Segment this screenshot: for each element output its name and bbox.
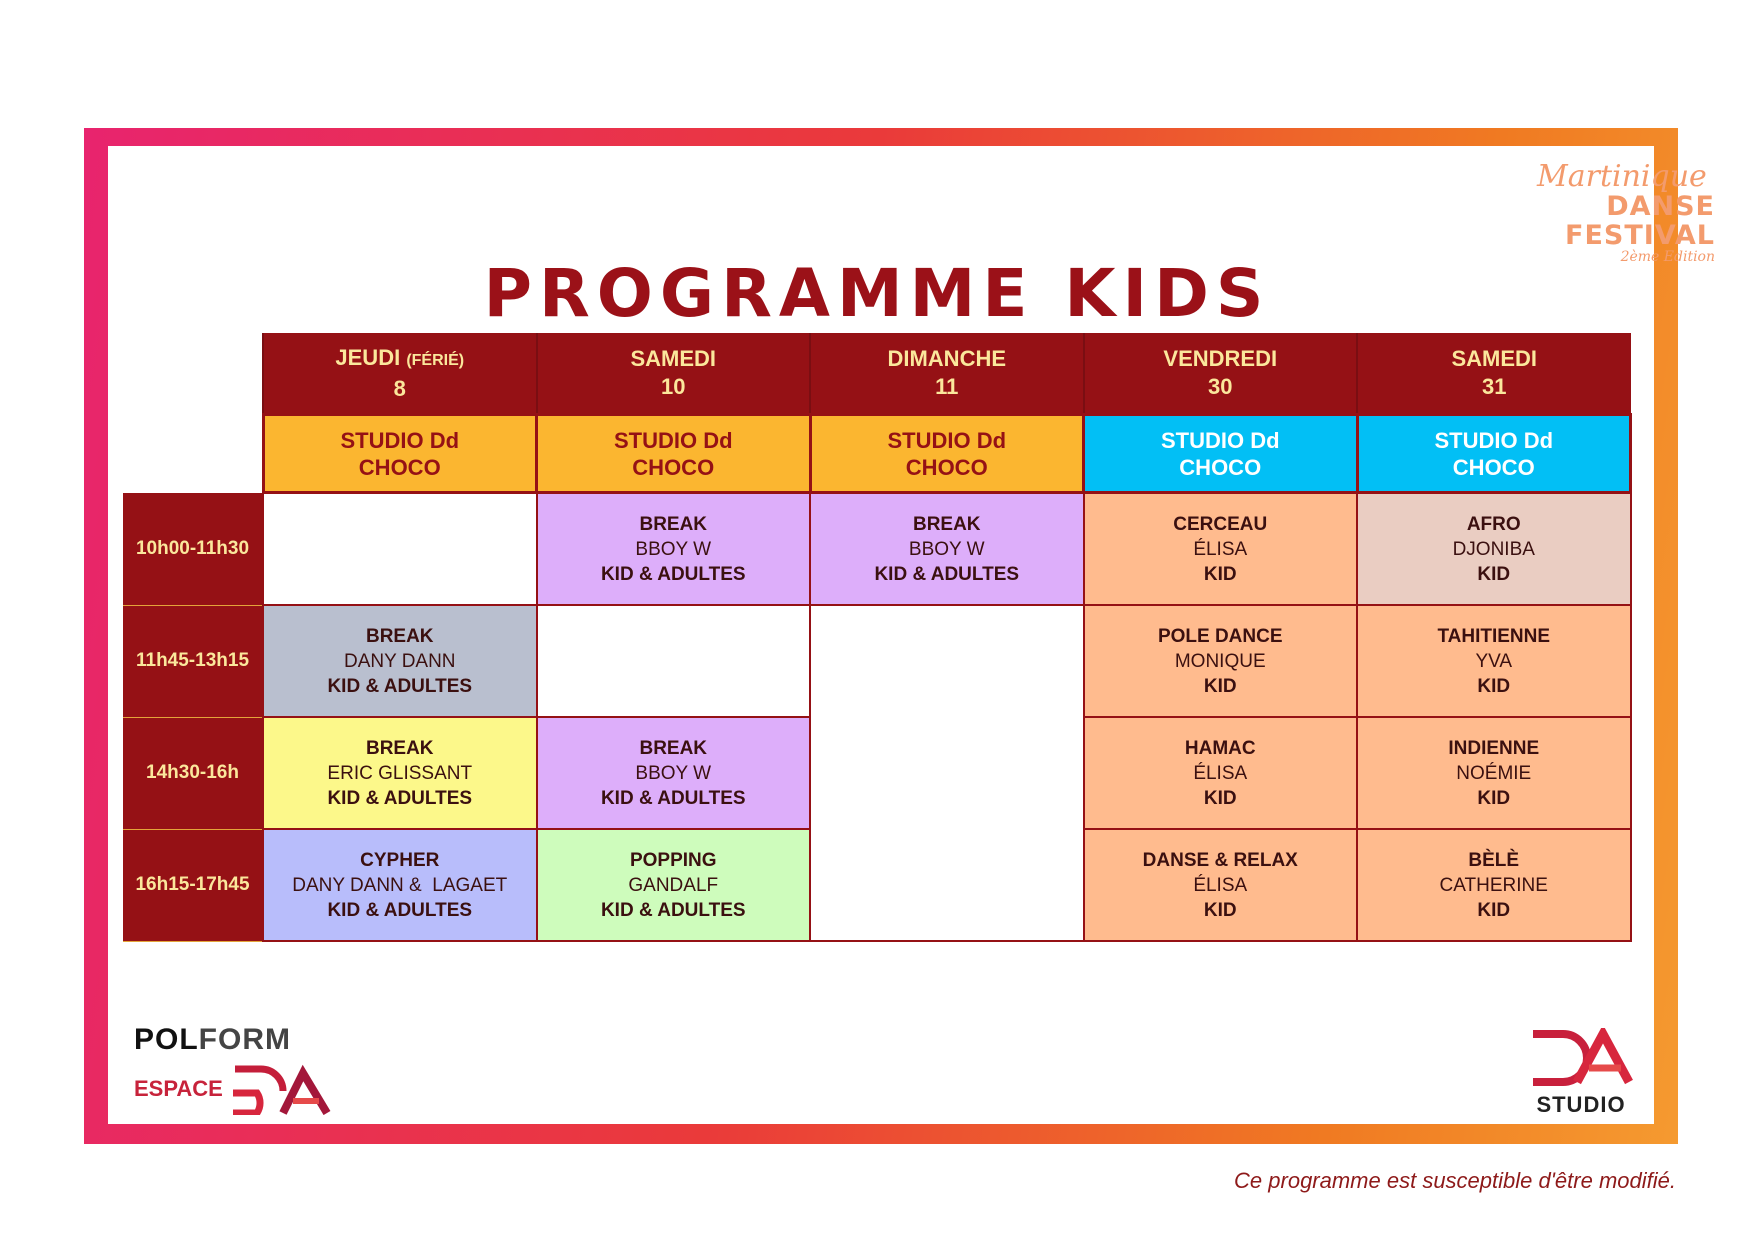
level-label: KID <box>1203 787 1237 809</box>
espace-da-wordmark <box>134 1063 331 1115</box>
dance-name: TAHITIENNE <box>1437 625 1551 647</box>
day-name: SAMEDI <box>630 346 717 371</box>
day-header <box>810 333 1084 415</box>
studio-label <box>1357 415 1631 493</box>
disclaimer-notice: Ce programme est susceptible d'être modifié. <box>1234 1168 1676 1193</box>
level-label: KID & ADULTES <box>600 563 746 585</box>
teacher-name: ERIC GLISSANT <box>327 762 473 784</box>
studio-name: STUDIO Dd <box>613 427 733 453</box>
table-corner <box>123 333 263 493</box>
studio-room: CHOCO <box>905 454 988 480</box>
dance-name: DANSE & RELAX <box>1142 849 1298 871</box>
studio-row <box>123 415 1631 493</box>
level-label: KID <box>1477 675 1511 697</box>
class-slot <box>1084 605 1358 717</box>
studio-room: CHOCO <box>632 454 715 480</box>
class-slot <box>537 829 811 941</box>
espace-label: ESPACE <box>134 1076 223 1101</box>
studio-name: STUDIO Dd <box>1160 427 1280 453</box>
studio-label <box>263 415 537 493</box>
teacher-name: DANY DANN & LAGAET <box>292 874 508 896</box>
da-studio-monogram-icon <box>1529 1028 1633 1088</box>
studio-name: STUDIO Dd <box>340 427 460 453</box>
dance-name: BREAK <box>912 513 981 535</box>
day-header <box>1084 333 1358 415</box>
teacher-name: CATHERINE <box>1439 874 1548 896</box>
class-slot <box>263 717 537 829</box>
studio-room: CHOCO <box>358 454 441 480</box>
day-note: (FÉRIÉ) <box>406 351 465 369</box>
class-slot <box>1357 605 1631 717</box>
polform-pol: POL <box>134 1023 199 1056</box>
day-number: 31 <box>1482 374 1507 399</box>
studio-name: STUDIO Dd <box>887 427 1007 453</box>
dance-name: POPPING <box>629 849 717 871</box>
studio-label <box>1084 415 1358 493</box>
class-slot <box>537 493 811 606</box>
teacher-name: MONIQUE <box>1174 650 1266 672</box>
teacher-name: ÉLISA <box>1193 762 1248 784</box>
polform-form: FORM <box>198 1023 291 1056</box>
day-name: VENDREDI <box>1163 346 1278 371</box>
empty-slot <box>810 605 1084 941</box>
day-number: 10 <box>661 374 686 399</box>
studio-label <box>537 415 811 493</box>
class-slot <box>810 493 1084 606</box>
day-header-row <box>123 333 1631 415</box>
time-slot: 16h15-17h45 <box>123 829 263 941</box>
dance-name: POLE DANCE <box>1157 625 1283 647</box>
dance-name: CERCEAU <box>1173 513 1268 535</box>
class-slot <box>1084 829 1358 941</box>
studio-room: CHOCO <box>1452 454 1535 480</box>
time-slot: 14h30-16h <box>123 717 263 829</box>
time-slot: 10h00-11h30 <box>123 493 263 606</box>
dance-name: BREAK <box>365 625 434 647</box>
class-slot <box>263 829 537 941</box>
time-slot: 11h45-13h15 <box>123 605 263 717</box>
dance-name: BREAK <box>365 737 434 759</box>
empty-slot <box>263 493 537 606</box>
teacher-name: ÉLISA <box>1193 538 1248 560</box>
day-number: 11 <box>935 374 959 399</box>
teacher-name: ÉLISA <box>1193 874 1248 896</box>
day-name: SAMEDI <box>1451 346 1538 371</box>
dance-name: AFRO <box>1466 513 1521 535</box>
dance-name: BÈLÈ <box>1468 849 1520 871</box>
level-label: KID & ADULTES <box>327 899 473 921</box>
class-slot <box>1084 717 1358 829</box>
level-label: KID & ADULTES <box>600 787 746 809</box>
polform-wordmark <box>134 1023 331 1057</box>
level-label: KID <box>1203 563 1237 585</box>
class-slot <box>1357 717 1631 829</box>
teacher-name: BBOY W <box>635 762 712 784</box>
schedule-table <box>123 333 1632 942</box>
teacher-name: GANDALF <box>628 874 719 896</box>
studio-room: CHOCO <box>1179 454 1262 480</box>
day-header <box>1357 333 1631 415</box>
da-studio-logo <box>1526 1028 1636 1118</box>
day-header <box>263 333 537 415</box>
class-slot <box>1357 829 1631 941</box>
studio-wordmark: STUDIO <box>1536 1092 1626 1117</box>
class-slot <box>1357 493 1631 606</box>
festival-logo-edition: 2ème Edition <box>1620 249 1715 265</box>
day-name: DIMANCHE <box>887 346 1007 371</box>
page-title: PROGRAMME KIDS <box>483 255 1271 332</box>
level-label: KID & ADULTES <box>327 675 473 697</box>
level-label: KID <box>1477 563 1511 585</box>
da-monogram-icon <box>231 1063 331 1115</box>
teacher-name: BBOY W <box>908 538 985 560</box>
level-label: KID & ADULTES <box>874 563 1020 585</box>
dance-name: BREAK <box>639 513 708 535</box>
teacher-name: DANY DANN <box>343 650 456 672</box>
dance-name: BREAK <box>639 737 708 759</box>
teacher-name: BBOY W <box>635 538 712 560</box>
festival-logo-festival: FESTIVAL <box>1565 220 1715 251</box>
dance-name: CYPHER <box>360 849 440 871</box>
empty-slot <box>537 605 811 717</box>
level-label: KID <box>1203 675 1237 697</box>
level-label: KID <box>1203 899 1237 921</box>
teacher-name: YVA <box>1475 650 1513 672</box>
level-label: KID <box>1477 899 1511 921</box>
day-header <box>537 333 811 415</box>
polform-logo <box>134 1023 331 1115</box>
level-label: KID & ADULTES <box>600 899 746 921</box>
day-number: 30 <box>1208 374 1233 399</box>
studio-label <box>810 415 1084 493</box>
teacher-name: DJONIBA <box>1452 538 1535 560</box>
dance-name: HAMAC <box>1184 737 1256 759</box>
level-label: KID <box>1477 787 1511 809</box>
class-slot <box>263 605 537 717</box>
festival-logo-script: Martinique <box>1537 159 1707 194</box>
festival-logo-danse: DANSE <box>1606 191 1715 222</box>
day-name: JEUDI <box>335 344 401 370</box>
day-number: 8 <box>393 375 406 401</box>
class-slot <box>537 717 811 829</box>
class-slot <box>1084 493 1358 606</box>
studio-name: STUDIO Dd <box>1434 427 1554 453</box>
dance-name: INDIENNE <box>1448 737 1540 759</box>
teacher-name: NOÉMIE <box>1456 762 1532 784</box>
table-row <box>123 605 1631 717</box>
level-label: KID & ADULTES <box>327 787 473 809</box>
table-row <box>123 493 1631 606</box>
